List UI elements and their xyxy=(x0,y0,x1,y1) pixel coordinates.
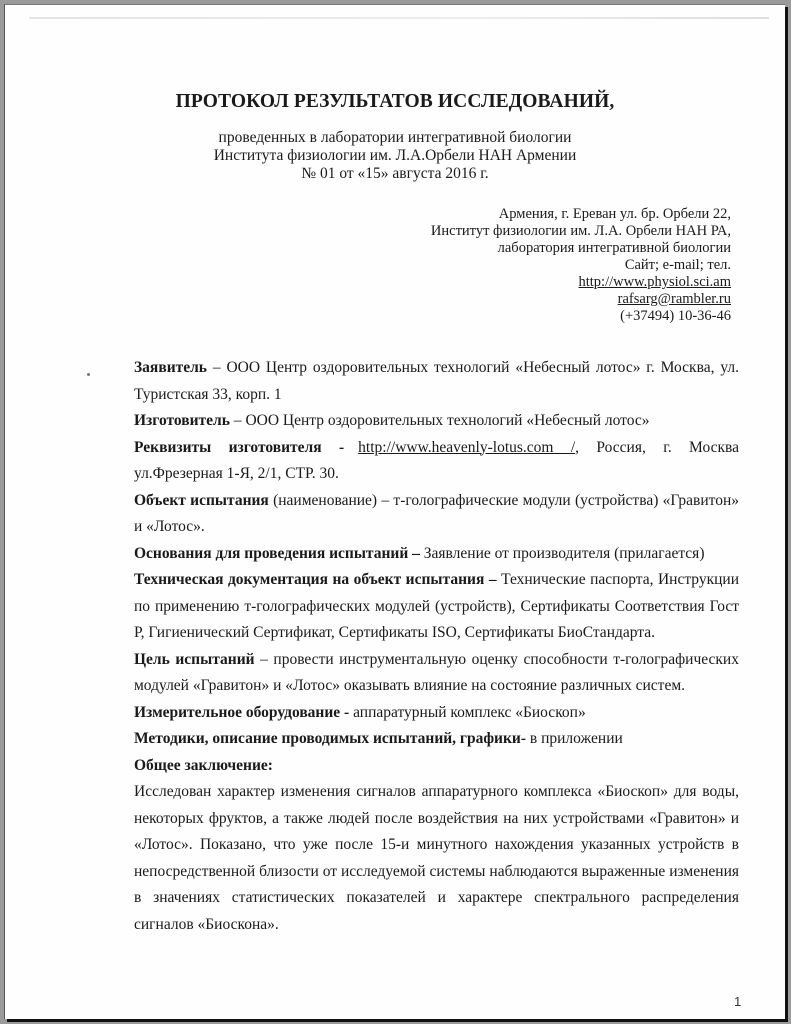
subtitle-line: № 01 от «15» августа 2016 г. xyxy=(301,165,489,182)
field-label: Измерительное оборудование - xyxy=(134,703,350,721)
equipment-field xyxy=(134,700,739,727)
field-label: Методики, описание проводимых испытаний, графики- xyxy=(134,730,527,747)
subtitle-line: Института физиологии им. Л.А.Орбели НАН Армении xyxy=(213,147,577,164)
document-title: ПРОТОКОЛ РЕЗУЛЬТАТОВ ИССЛЕДОВАНИЙ, xyxy=(175,91,615,112)
scan-speck xyxy=(87,373,90,376)
requisites-field xyxy=(134,435,739,488)
document-subtitle xyxy=(5,129,785,183)
field-value: Заявление от производителя (прилагается) xyxy=(419,544,705,562)
document-page xyxy=(4,4,785,1019)
field-value: – провести инструментальную оценку способности т-голографических модулей «Гравитон» и «Лотос» оказывать влияние на состояние различных систем. xyxy=(134,650,739,694)
address-line: Армения, г. Ереван ул. бр. Орбели 22, xyxy=(498,206,731,222)
field-value: , Россия, г. Москва ул.Фрезерная 1-Я, 2/1, СТР. 30. xyxy=(134,438,739,482)
address-line: лаборатория интегративной биологии xyxy=(497,240,731,256)
field-label: Объект испытания xyxy=(134,491,269,509)
applicant-field xyxy=(134,355,739,408)
website-link[interactable]: http://www.physiol.sci.am xyxy=(578,274,731,290)
manufacturer-field xyxy=(134,408,739,435)
document-body xyxy=(134,355,739,938)
scan-artifact-line xyxy=(29,17,769,19)
field-label: Основания для проведения испытаний – xyxy=(134,544,420,562)
field-value: (наименование) – т-голографические модули (устройства) «Гравитон» и «Лотос». xyxy=(134,491,739,535)
field-label: Изготовитель xyxy=(134,412,230,429)
field-value: – ООО Центр оздоровительных технологий «Небесный лотос» г. Москва, ул. Туристская 33, корп. 1 xyxy=(134,359,739,403)
field-value: – ООО Центр оздоровительных технологий «Небесный лотос» xyxy=(229,412,650,429)
field-label: Техническая документация на объект испытания – xyxy=(134,571,497,588)
address-line: Сайт; e-mail; тел. xyxy=(624,257,731,273)
email-link[interactable]: rafsarg@rambler.ru xyxy=(617,291,731,307)
field-label: Цель испытаний xyxy=(134,650,255,668)
address-line: Институт физиологии им. Л.А. Орбели НАН РА, xyxy=(430,223,731,239)
basis-field xyxy=(134,541,739,568)
subtitle-line: проведенных в лаборатории интегративной биологии xyxy=(218,129,572,146)
techdoc-field xyxy=(134,567,739,647)
goal-field xyxy=(134,647,739,700)
object-field xyxy=(134,488,739,541)
manufacturer-website-link[interactable]: http://www.heavenly-lotus.com / xyxy=(358,438,576,456)
methods-field xyxy=(134,726,739,753)
field-label: Заявитель xyxy=(134,359,208,376)
phone-number: (+37494) 10-36-46 xyxy=(620,308,731,324)
field-label: Реквизиты изготовителя - xyxy=(134,438,345,456)
field-value: в приложении xyxy=(526,730,623,747)
field-value: аппаратурный комплекс «Биоскоп» xyxy=(349,703,586,721)
address-block xyxy=(431,206,731,325)
field-value: Технические паспорта, Инструкции по применению т-голографических модулей (устройств), Сертификаты Соответствия Гост Р, Гигиенический Сертификат, Сертификаты ISO, Сертификаты БиоСтандарта. xyxy=(134,571,739,641)
conclusion-heading: Общее заключение: xyxy=(134,756,273,774)
page-number: 1 xyxy=(734,994,742,1009)
conclusion-text: Исследован характер изменения сигналов аппаратурного комплекса «Биоскоп» для воды, некоторых фруктов, а также людей после воздействия на них устройствами «Гравитон» и «Лотос». Показано, что уже после 15-и минутного нахождения указанных устройств в непосредственной близости от исследуемой системы наблюдаются выраженные изменения в значениях статистических показателей и характере спектрального распределения сигналов «Биоскона». xyxy=(134,783,739,933)
